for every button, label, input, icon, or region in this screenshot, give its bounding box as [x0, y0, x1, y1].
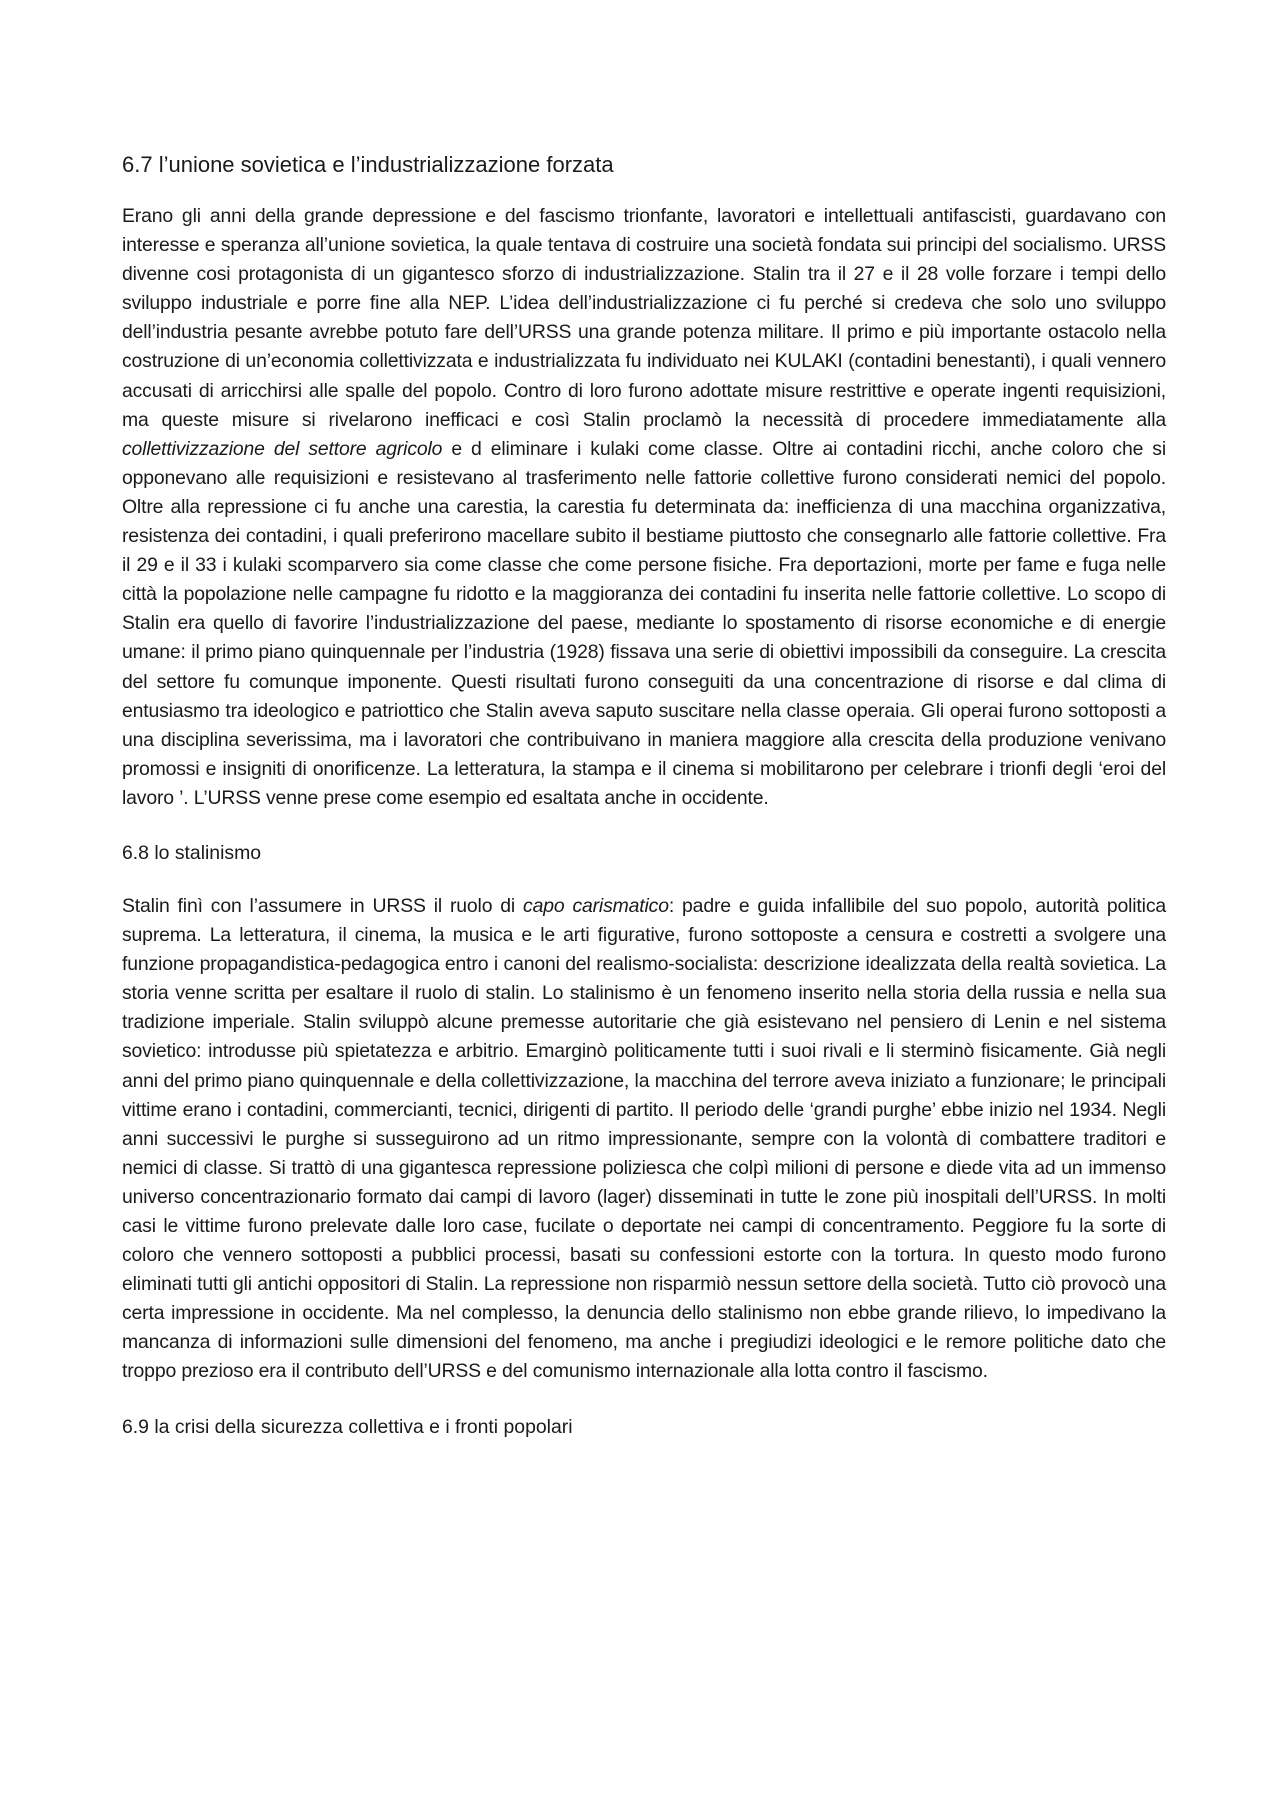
section-title-6-8: 6.8 lo stalinismo	[122, 841, 262, 864]
section-paragraph-6-8	[122, 892, 1166, 1387]
document-page	[122, 150, 1166, 1466]
italic-text-run: capo carismatico	[523, 894, 669, 917]
section-paragraph-6-7	[122, 202, 1166, 813]
text-run: e d eliminare i kulaki come classe. Oltre ai contadini ricchi, anche coloro che si opponevano alle requisizioni e resistevano al trasferimento nelle fattorie collettive furono considerati nemici del popolo. Oltre alla repressione ci fu anche una carestia, la carestia fu determinata da: inefficienza di una macchina organizzativa, resistenza dei contadini, i quali preferirono macellare subito il bestiame piuttosto che consegnarlo alle fattorie collettive. Fra il 29 e il 33 i kulaki scomparvero sia come classe che come persone fisiche. Fra deportazioni, morte per fame e fuga nelle città la popolazione nelle campagne fu ridotto e la maggioranza dei contadini fu inserita nelle fattorie collettive. Lo scopo di Stalin era quello di favorire l’industrializzazione del paese, mediante lo spostamento di risorse economiche e di energie umane: il primo piano quinquennale per l’industria (1928) fissava una serie di obiettivi impossibili da conseguire. La crescita del settore fu comunque imponente. Questi risultati furono conseguiti da una concentrazione di risorse e dal clima di entusiasmo tra ideologico e patriottico che Stalin aveva saputo suscitare nella classe operaia. Gli operai furono sottoposti a una disciplina severissima, ma i lavoratori che contribuivano in maniera maggiore alla crescita della produzione venivano promossi e insigniti di onorificenze. La letteratura, la stampa e il cinema si mobilitarono per celebrare i trionfi degli ‘eroi del lavoro ’. L’URSS venne prese come esempio ed esaltata anche in occidente.	[122, 437, 1166, 809]
italic-text-run: collettivizzazione del settore agricolo	[122, 437, 443, 460]
text-run: Erano gli anni della grande depressione e del fascismo trionfante, lavoratori e intellettuali antifascisti, guardavano con interesse e speranza all’unione sovietica, la quale tentava di costruire una società fondata sui principi del socialismo. URSS divenne cosi protagonista di un gigantesco sforzo di industrializzazione. Stalin tra il 27 e il 28 volle forzare i tempi dello sviluppo industriale e porre fine alla NEP. L’idea dell’industrializzazione ci fu perché si credeva che solo uno sviluppo dell’industria pesante avrebbe potuto fare dell’URSS una grande potenza militare. Il primo e più importante ostacolo nella costruzione di un’economia collettivizzata e industrializzata fu individuato nei KULAKI (contadini benestanti), i quali vennero accusati di arricchirsi alle spalle del popolo. Contro di loro furono adottate misure restrittive e operate ingenti requisizioni, ma queste misure si rivelarono inefficaci e così Stalin proclamò la necessità di procedere immediatamente alla	[122, 205, 1166, 431]
section-title-6-7: 6.7 l’unione sovietica e l’industrializzazione forzata	[122, 152, 614, 177]
text-run: : padre e guida infallibile del suo popolo, autorità politica suprema. La letteratura, il cinema, la musica e le arti figurative, furono sottoposte a censura e costretti a svolgere una funzione propagandistica-pedagogica entro i canoni del realismo-socialista: descrizione idealizzata della realtà sovietica. La storia venne scritta per esaltare il ruolo di stalin. Lo stalinismo è un fenomeno inserito nella storia della russia e nella sua tradizione imperiale. Stalin sviluppò alcune premesse autoritarie che già esistevano nel pensiero di Lenin e nel sistema sovietico: introdusse più spietatezza e arbitrio. Emarginò politicamente tutti i suoi rivali e li sterminò fisicamente. Già negli anni del primo piano quinquennale e della collettivizzazione, la macchina del terrore aveva iniziato a funzionare; le principali vittime erano i contadini, commercianti, tecnici, dirigenti di partito. Il periodo delle ‘grandi purghe’ ebbe inizio nel 1934. Negli anni successivi le purghe si susseguirono ad un ritmo impressionante, sempre con la volontà di combattere traditori e nemici di classe. Si trattò di una gigantesca repressione poliziesca che colpì milioni di persone e diede vita ad un immenso universo concentrazionario formato dai campi di lavoro (lager) disseminati in tutte le zone più inospitali dell’URSS. In molti casi le vittime furono prelevate dalle loro case, fucilate o deportate nei campi di concentramento. Peggiore fu la sorte di coloro che vennero sottoposti a pubblici processi, basati su confessioni estorte con la tortura. In questo modo furono eliminati tutti gli antichi oppositori di Stalin. La repressione non risparmiò nessun settore della società. Tutto ciò provocò una certa impressione in occidente. Ma nel complesso, la denuncia dello stalinismo non ebbe grande rilievo, lo impedivano la mancanza di informazioni sulle dimensioni del fenomeno, ma anche i pregiudizi ideologici e le remore politiche dato che troppo prezioso era il contributo dell’URSS e del comunismo internazionale alla lotta contro il fascismo.	[122, 894, 1166, 1383]
text-run: Stalin finì con l’assumere in URSS il ruolo di	[122, 894, 524, 917]
section-title-6-9: 6.9 la crisi della sicurezza collettiva e i fronti popolari	[122, 1415, 573, 1438]
